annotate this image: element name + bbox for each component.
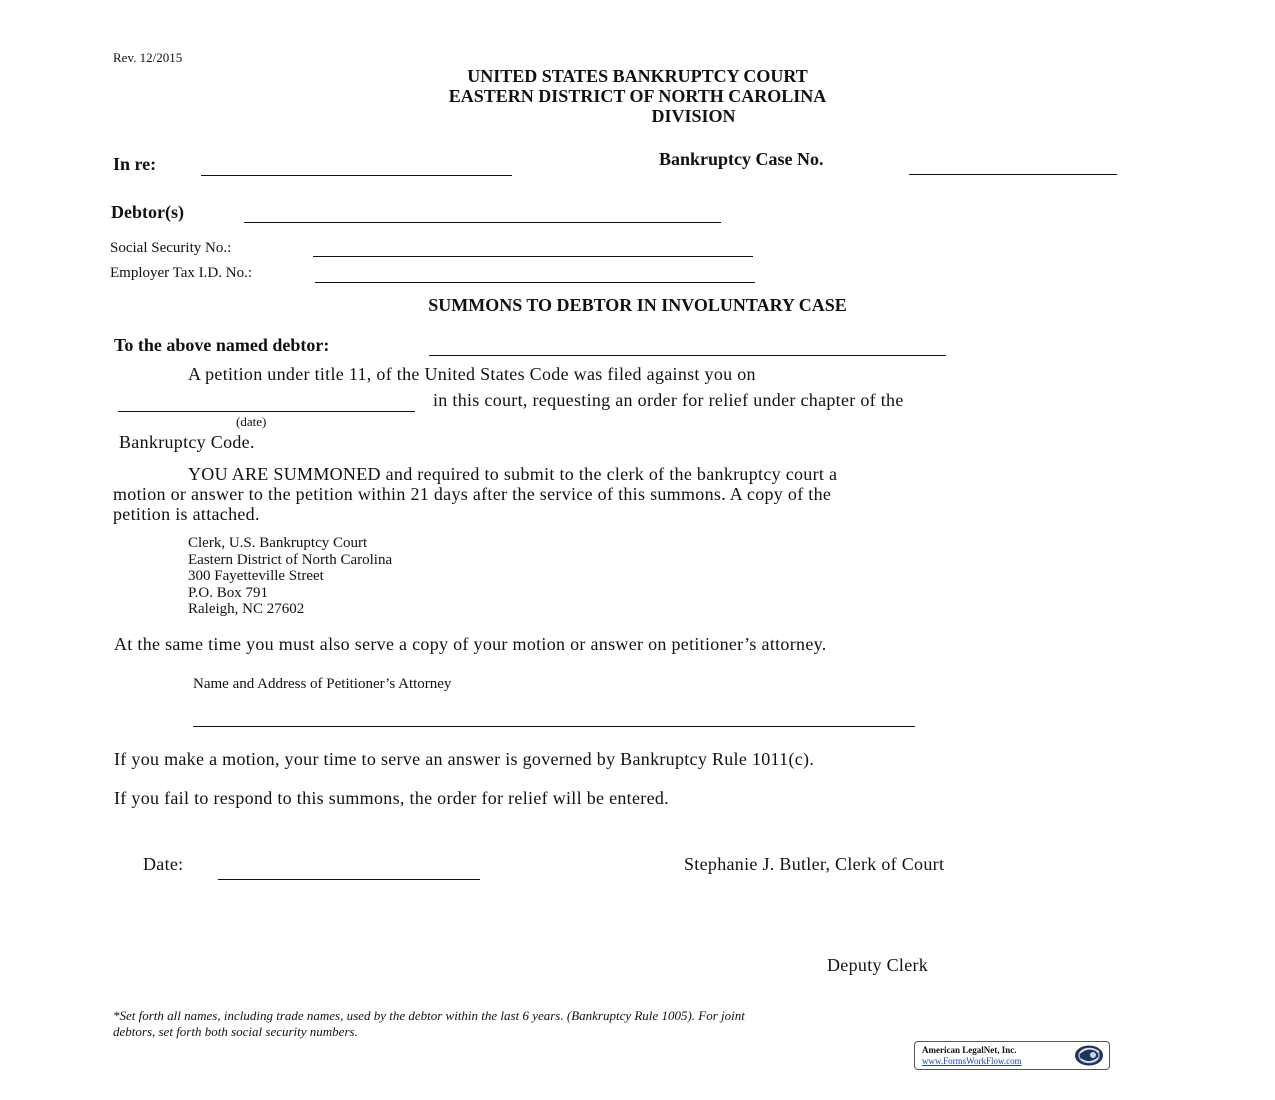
date-caption: (date) [236,414,267,429]
summons-line-1: YOU ARE SUMMONED and required to submit to the clerk of the bankruptcy court a [188,464,838,484]
attorney-label: Name and Address of Petitioner’s Attorney [193,676,452,692]
clerk-address [188,535,392,618]
deputy-clerk-label: Deputy Clerk [827,955,929,975]
ein-label: Employer Tax I.D. No.: [110,265,252,281]
case-number-label: Bankruptcy Case No. [659,149,824,169]
summons-line-2: motion or answer to the petition within 21 days after the service of this summons. A copy of the [113,484,832,504]
court-division: DIVISION [651,106,736,126]
in-re-label: In re: [113,154,157,174]
date-label: Date: [143,854,184,874]
to-debtor-field[interactable] [429,355,946,356]
petition-line-3: Bankruptcy Code. [119,432,255,452]
to-debtor-label: To the above named debtor: [114,335,330,355]
court-district: EASTERN DISTRICT OF NORTH CAROLINA [448,86,827,106]
signature-date-field[interactable] [218,879,480,880]
address-line: P.O. Box 791 [188,584,269,601]
footnote [113,1008,745,1040]
petition-date-field[interactable] [118,411,415,412]
publisher-name: American LegalNet, Inc. [922,1045,1017,1055]
attorney-field[interactable] [193,726,915,727]
serve-notice: At the same time you must also serve a copy of your motion or answer on petitioner’s attorney. [114,634,827,654]
clerk-name: Stephanie J. Butler, Clerk of Court [684,854,945,874]
summons-line-3: petition is attached. [113,504,260,524]
publisher-logo[interactable] [914,1041,1110,1070]
publisher-url[interactable]: www.FormsWorkFlow.com [922,1056,1022,1066]
court-name: UNITED STATES BANKRUPTCY COURT [467,66,808,86]
address-line: Raleigh, NC 27602 [188,601,305,617]
ssn-label: Social Security No.: [110,240,232,256]
debtors-field[interactable] [244,222,721,223]
case-number-field[interactable] [909,174,1117,175]
ssn-field[interactable] [313,256,753,257]
revision-label: Rev. 12/2015 [113,50,183,65]
debtors-label: Debtor(s) [111,202,184,222]
globe-logo-icon [1072,1043,1106,1068]
address-line: Clerk, U.S. Bankruptcy Court [188,535,368,551]
motion-notice: If you make a motion, your time to serve an answer is governed by Bankruptcy Rule 1011(c). [114,749,815,769]
fail-notice: If you fail to respond to this summons, the order for relief will be entered. [114,788,669,808]
ein-field[interactable] [315,282,755,283]
address-line: Eastern District of North Carolina [188,551,393,568]
address-line: 300 Fayetteville Street [188,568,324,584]
document-title: SUMMONS TO DEBTOR IN INVOLUNTARY CASE [428,295,847,315]
footnote-line-2: debtors, set forth both social security numbers. [113,1024,358,1039]
petition-line-2: in this court, requesting an order for relief under chapter of the [433,390,904,410]
in-re-field[interactable] [201,175,512,176]
footnote-line-1: *Set forth all names, including trade names, used by the debtor within the last 6 years. (Bankruptcy Rule 1005). For joint [113,1008,745,1023]
petition-line-1: A petition under title 11, of the United States Code was filed against you on [188,364,756,384]
